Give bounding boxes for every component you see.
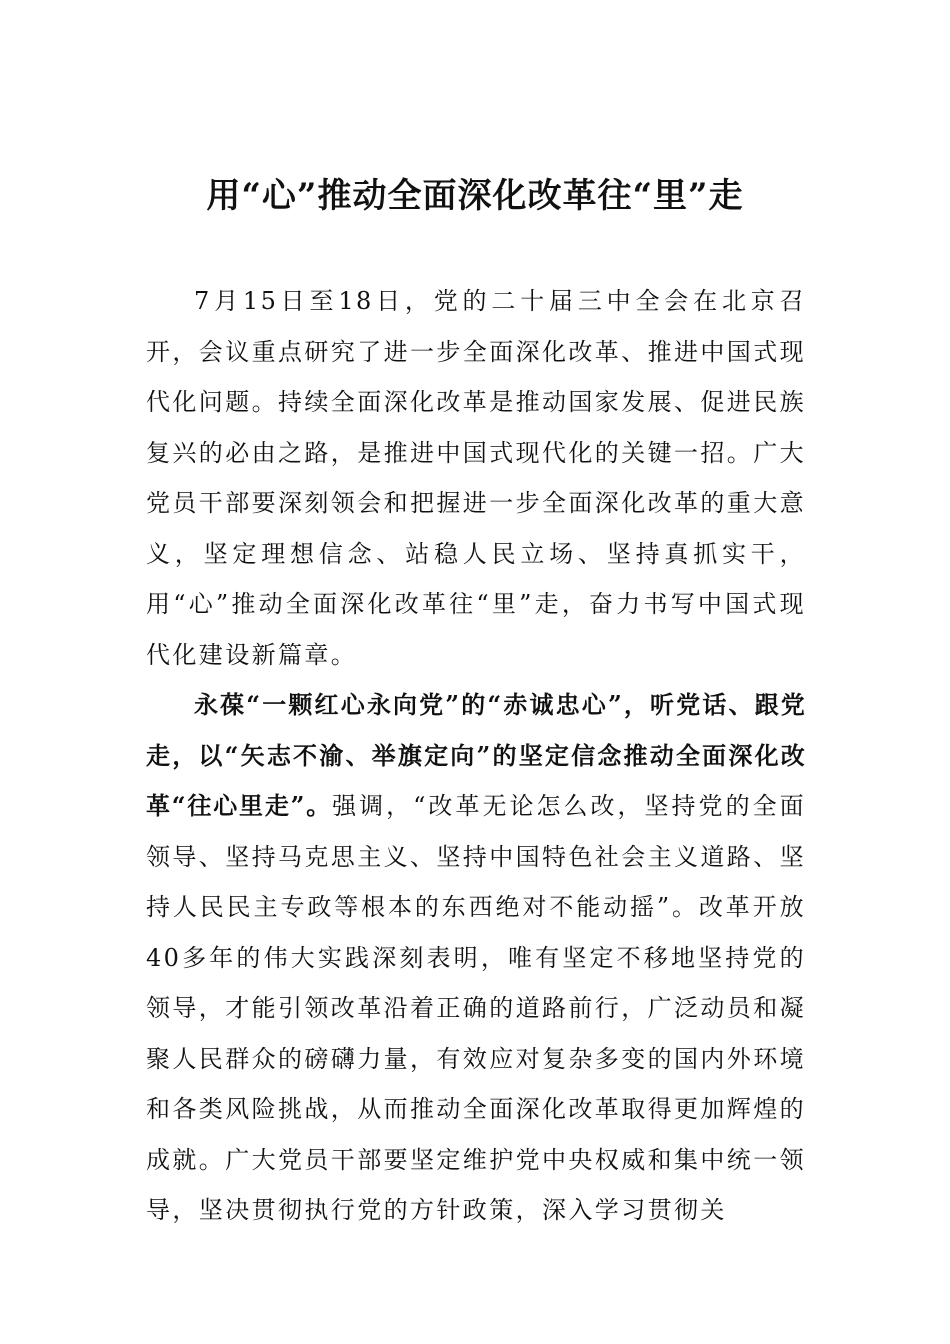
- paragraph-2: [146, 680, 806, 1236]
- paragraph-2-lead: 永葆“一颗红心永向党”的“赤诚忠心”，听党话、跟党走，以“矢志不渝、举旗定向”的坚定信念推动全面深化改革“往心里走”。: [146, 690, 806, 820]
- document-title: 用“心”推动全面深化改革往“里”走: [206, 176, 744, 216]
- paragraph-1: [146, 276, 806, 680]
- document-body: [146, 276, 806, 1236]
- paragraph-2-text: 强调，“改革无论怎么改，坚持党的全面领导、坚持马克思主义、坚持中国特色社会主义道路、坚持人民民主专政等根本的东西绝对不能动摇”。改革开放40多年的伟大实践深刻表明，唯有坚定不移地坚持党的领导，才能引领改革沿着正确的道路前行，广泛动员和凝聚人民群众的磅礴力量，有效应对复杂多变的国内外环境和各类风险挑战，从而推动全面深化改革取得更加辉煌的成就。广大党员干部要坚定维护党中央权威和集中统一领导，坚决贯彻执行党的方针政策，深入学习贯彻关: [146, 792, 806, 1224]
- paragraph-1-text: 7月15日至18日，党的二十届三中全会在北京召开，会议重点研究了进一步全面深化改革、推进中国式现代化问题。持续全面深化改革是推动国家发展、促进民族复兴的必由之路，是推进中国式现代化的关键一招。广大党员干部要深刻领会和把握进一步全面深化改革的重大意义，坚定理想信念、站稳人民立场、坚持真抓实干，用“心”推动全面深化改革往“里”走，奋力书写中国式现代化建设新篇章。: [146, 287, 806, 669]
